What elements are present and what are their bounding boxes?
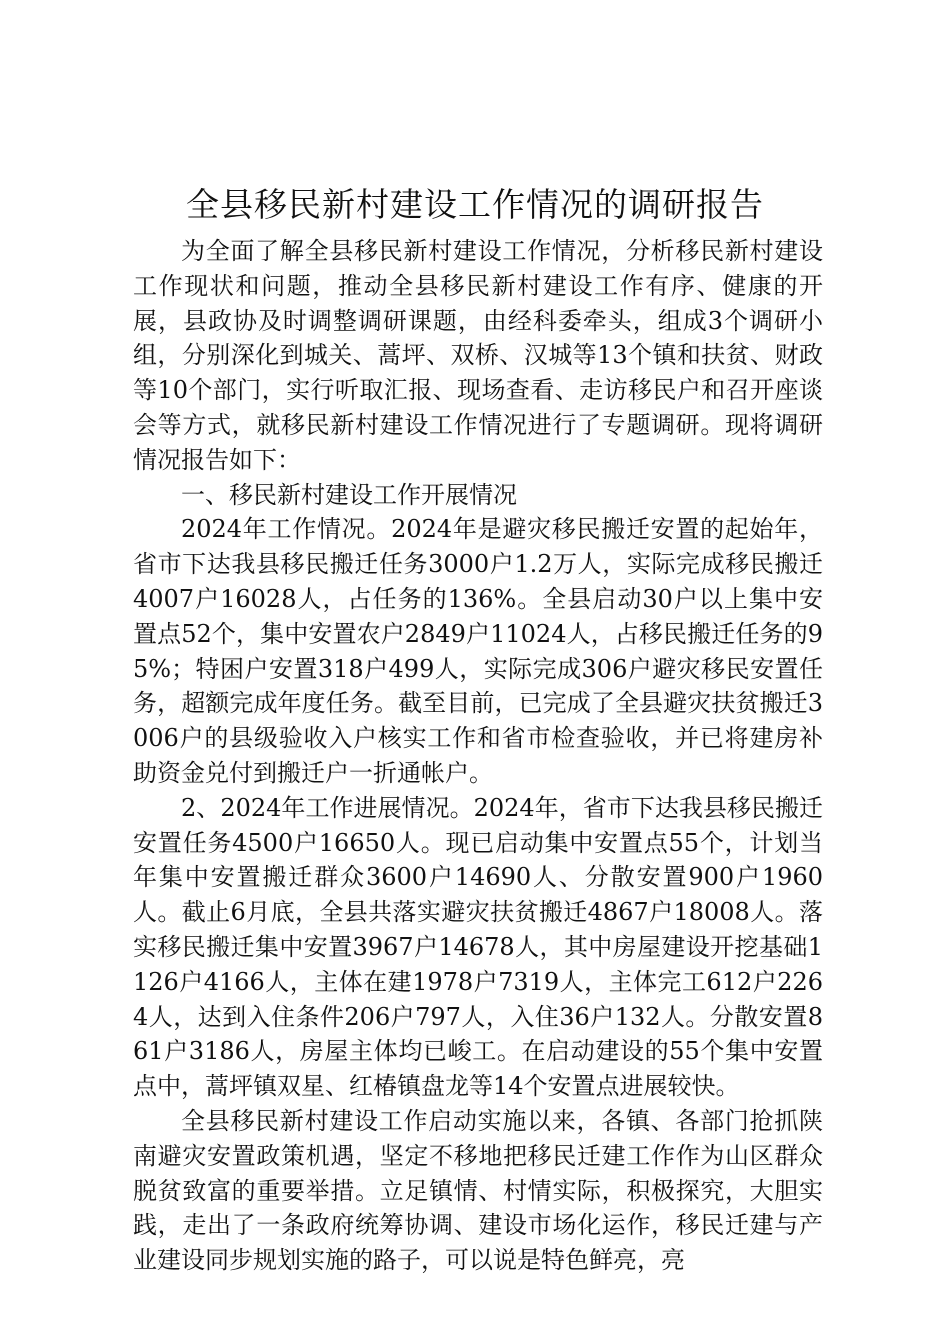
body-paragraph: 全县移民新村建设工作启动实施以来，各镇、各部门抢抓陕南避灾安置政策机遇，坚定不移地把移民迁建工作作为山区群众脱贫致富的重要举措。立足镇情、村情实际，积极探究，大胆实践，走出了一条政府统筹协调、建设市场化运作，移民迁建与产业建设同步规划实施的路子，可以说是特色鲜亮，亮 [133, 1106, 823, 1275]
section-heading: 一、移民新村建设工作开展情况 [181, 480, 517, 509]
body-paragraph: 2024年工作情况。2024年是避灾移民搬迁安置的起始年，省市下达我县移民搬迁任务3000户1.2万人，实际完成移民搬迁4007户16028人，占任务的136%。全县启动30户以上集中安置点52个，集中安置农户2849户11024人，占移民搬迁任务的95%；特困户安置318户499人，实际完成306户避灾移民安置任务，超额完成年度任务。截至目前，已完成了全县避灾扶贫搬迁3006户的县级验收入户核实工作和省市检查验收，并已将建房补助资金兑付到搬迁户一折通帐户。 [133, 515, 823, 787]
intro-paragraph: 为全面了解全县移民新村建设工作情况，分析移民新村建设工作现状和问题，推动全县移民新村建设工作有序、健康的开展，县政协及时调整调研课题，由经科委牵头，组成3个调研小组，分别深化到城关、蒿坪、双桥、汉城等13个镇和扶贫、财政等10个部门，实行听取汇报、现场查看、走访移民户和召开座谈会等方式，就移民新村建设工作情况进行了专题调研。现将调研情况报告如下： [133, 237, 823, 474]
document-title: 全县移民新村建设工作情况的调研报告 [186, 185, 764, 224]
body-paragraph: 2、2024年工作进展情况。2024年，省市下达我县移民搬迁安置任务4500户16650人。现已启动集中安置点55个，计划当年集中安置搬迁群众3600户14690人、分散安置900户1960人。截止6月底，全县共落实避灾扶贫搬迁4867户18008人。落实移民搬迁集中安置3967户14678人，其中房屋建设开挖基础1126户4166人，主体在建1978户7319人，主体完工612户2264人，达到入住条件206户797人，入住36户132人。分散安置861户3186人，房屋主体均已峻工。在启动建设的55个集中安置点中，蒿坪镇双星、红椿镇盘龙等14个安置点进展较快。 [133, 793, 823, 1101]
document-body [133, 234, 823, 1278]
